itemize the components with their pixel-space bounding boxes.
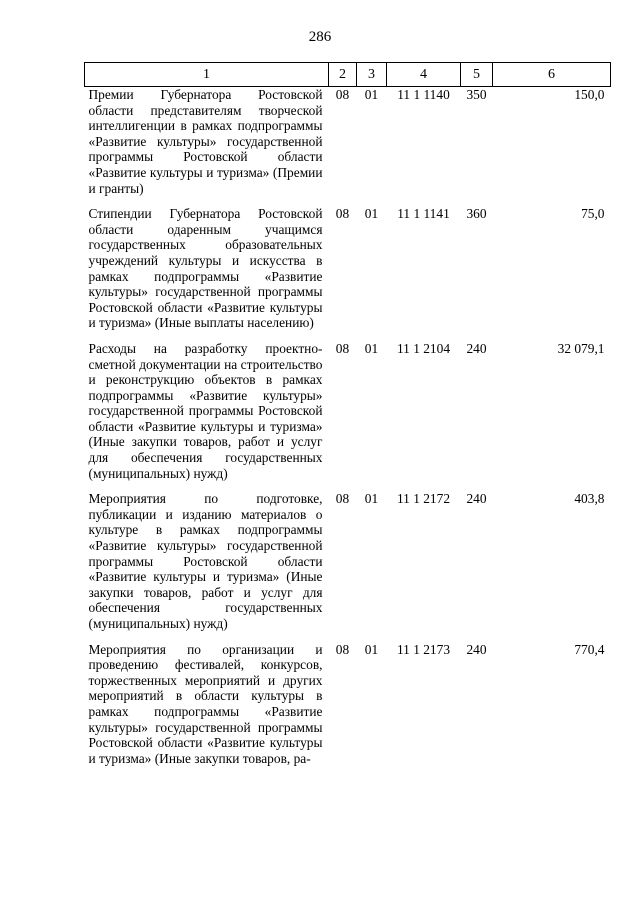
row-subsection: 01 [364,641,379,657]
header-col-3: 3 [357,63,387,87]
row-section: 08 [335,641,350,657]
row-amount: 403,8 [574,491,605,507]
page-number: 286 [308,29,332,45]
row-description: Стипендии Губернатора Ростовской области одаренным учащимся государственных образовательных учреждений культуры и искусства в рамках подпрограммы «Развитие культуры» государственной программы Ростовской области «Развитие культуры и туризма» (Иные выплаты населению) [88,206,323,331]
row-expense-type: 360 [466,206,487,222]
header-col-2: 2 [329,63,357,87]
table-row [85,642,611,777]
row-target-code: 11 1 1140 [397,87,450,102]
row-amount: 770,4 [574,641,605,657]
header-row [85,63,611,87]
table-body [85,87,611,777]
row-description: Мероприятия по подготовке, публикации и изданию материалов о культуре в рамках подпрограммы «Развитие культуры» государственной программы Ростовской области «Развитие культуры и туризма» (Иные закупки товаров, работ и услуг для обеспечения государственных (муниципальных) нужд) [88,491,323,631]
row-expense-type: 350 [466,87,487,102]
row-description: Премии Губернатора Ростовской области представителям творческой интеллигенции в рамках подпрограммы «Развитие культуры» государственной программы Ростовской области «Развитие культуры и туризма» (Премии и гранты) [88,87,323,196]
row-description: Расходы на разработку проектно-сметной документации на строительство и реконструкцию объектов в рамках подпрограммы «Развитие культуры» государственной программы Ростовской области «Развитие культуры и туризма» (Иные закупки товаров, работ и услуг для обеспечения государственных (муниципальных) нужд) [88,340,323,481]
row-amount: 75,0 [581,206,605,222]
row-expense-type: 240 [466,340,487,356]
table-row [85,341,611,491]
budget-table [84,62,611,776]
row-section: 08 [335,87,350,102]
row-subsection: 01 [364,491,379,507]
row-expense-type: 240 [466,641,487,657]
table-row [85,206,611,341]
table-row [85,491,611,641]
header-col-5: 5 [461,63,493,87]
header-col-6: 6 [493,63,611,87]
table-row [85,87,611,207]
row-target-code: 11 1 2173 [396,641,451,657]
row-target-code: 11 1 1141 [397,206,450,222]
row-target-code: 11 1 2104 [396,340,451,356]
header-col-4: 4 [387,63,461,87]
row-section: 08 [335,340,350,356]
row-subsection: 01 [364,87,379,102]
row-amount: 32 079,1 [557,340,605,356]
row-section: 08 [335,491,350,507]
table-header [85,63,611,87]
header-col-1: 1 [85,63,329,87]
row-description: Мероприятия по организации и проведению фестивалей, конкурсов, торжественных мероприятий и других мероприятий в области культуры в рамках подпрограммы «Развитие культуры» государственной программы Ростовской области «Развитие культуры и туризма» (Иные закупки товаров, ра- [88,641,323,766]
row-expense-type: 240 [466,491,487,507]
row-amount: 150,0 [574,87,605,102]
row-subsection: 01 [364,206,379,222]
row-target-code: 11 1 2172 [396,491,451,507]
row-subsection: 01 [364,340,379,356]
row-section: 08 [335,206,350,222]
